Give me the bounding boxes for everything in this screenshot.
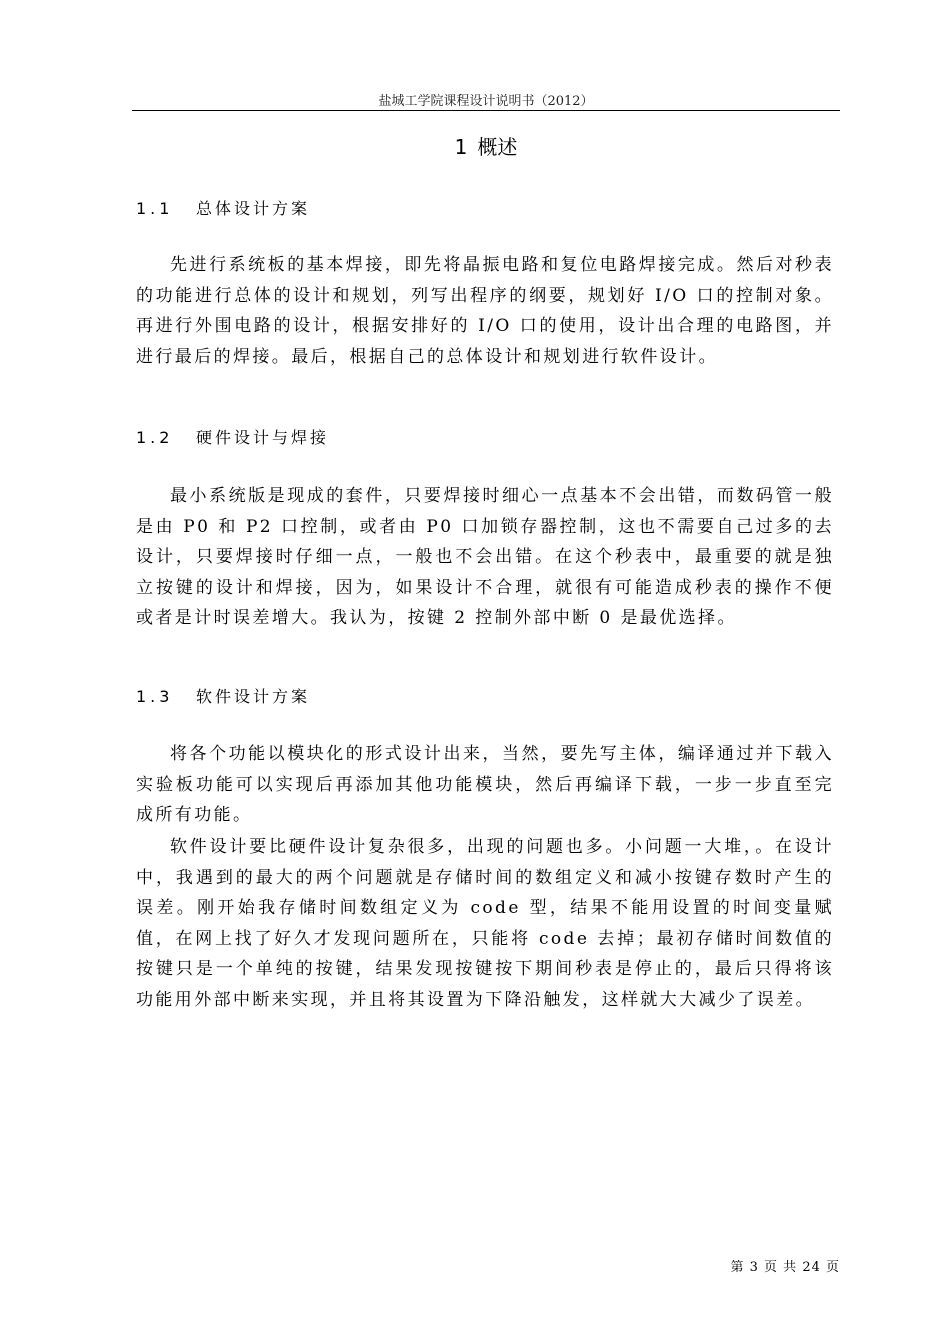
chapter-title-text: 概述: [477, 135, 518, 159]
chapter-title: [132, 133, 840, 161]
paragraph-1-3a: 将各个功能以模块化的形式设计出来，当然，要先写主体，编译通过并下载入实验板功能可以实现后再添加其他功能模块，然后再编译下载，一步一步直至完成所有功能。: [136, 744, 834, 825]
paragraph-1-1: 先进行系统板的基本焊接，即先将晶振电路和复位电路焊接完成。然后对秒表的功能进行总体的设计和规划，列写出程序的纲要，规划好 I/O 口的控制对象。再进行外围电路的设计，根据安排好的 I/O 口的使用，设计出合理的电路图，并进行最后的焊接。最后，根据自己的总体设计和规划进行软件设计。: [136, 255, 834, 367]
page-number: 第 3 页 共 24 页: [730, 1260, 840, 1275]
section-title: 软件设计方案: [196, 687, 311, 706]
section-heading-1-3: [136, 685, 310, 709]
section-heading-1-2: [136, 426, 329, 450]
paragraph-1-2: 最小系统版是现成的套件，只要焊接时细心一点基本不会出错，而数码管一般是由 P0 和 P2 口控制，或者由 P0 口加锁存器控制，这也不需要自己过多的去设计，只要焊接时仔细一点，一般也不会出错。在这个秒表中，最重要的就是独立按键的设计和焊接，因为，如果设计不合理，就很有可能造成秒表的操作不便或者是计时误差增大。我认为，按键 2 控制外部中断 0 是最优选择。: [136, 486, 834, 628]
section-title: 硬件设计与焊接: [196, 428, 330, 447]
chapter-number: 1: [454, 135, 468, 159]
header-rule: [132, 110, 840, 111]
section-number: 1.1: [136, 199, 174, 218]
section-number: 1.2: [136, 428, 174, 447]
section-number: 1.3: [136, 687, 174, 706]
section-title: 总体设计方案: [196, 199, 311, 218]
paragraph-1-3b: 软件设计要比硬件设计复杂很多，出现的问题也多。小问题一大堆，。在设计中，我遇到的最大的两个问题就是存储时间的数组定义和减小按键存数时产生的误差。刚开始我存储时间数组定义为 code 型，结果不能用设置的时间变量赋值，在网上找了好久才发现问题所在，只能将 code 去掉；最初存储时间数值的按键只是一个单纯的按键，结果发现按键按下期间秒表是停止的，最后只得将该功能用外部中断来实现，并且将其设置为下降沿触发，这样就大大减少了误差。: [136, 837, 834, 1010]
section-heading-1-1: [136, 197, 310, 221]
page-header: 盐城工学院课程设计说明书（2012）: [378, 94, 594, 109]
